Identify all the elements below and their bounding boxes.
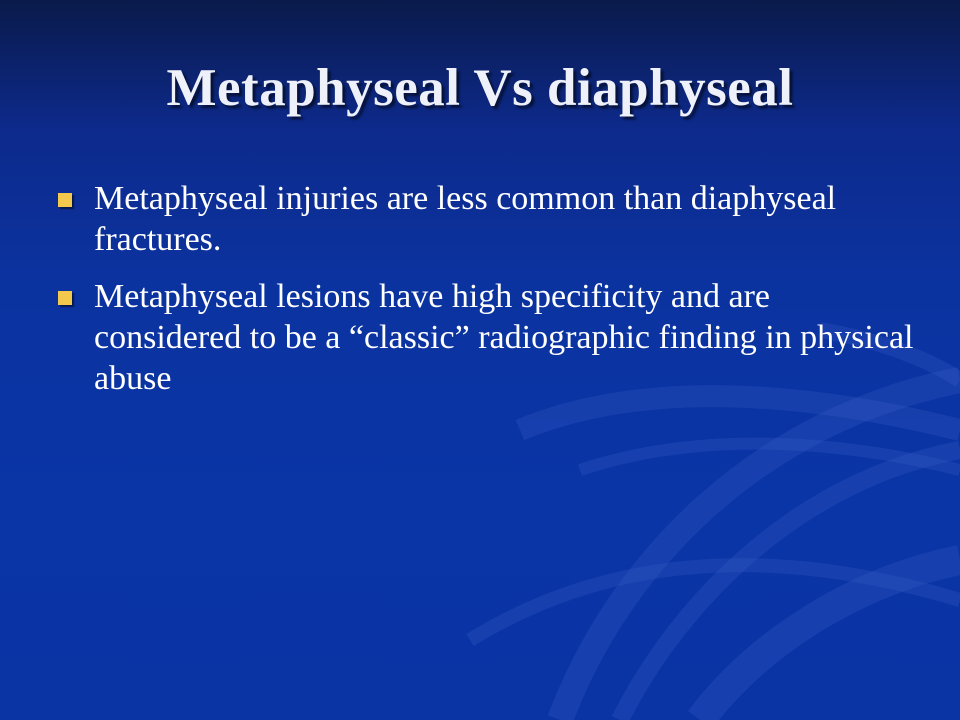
bullet-item xyxy=(58,276,918,399)
bullet-item xyxy=(58,178,918,260)
bullet-text: Metaphyseal lesions have high specificity and are considered to be a “classic” radiographic finding in physical abuse xyxy=(94,278,914,397)
square-bullet-icon xyxy=(58,291,72,305)
bullet-list xyxy=(58,178,918,415)
slide-title: Metaphyseal Vs diaphyseal xyxy=(166,59,794,117)
square-bullet-icon xyxy=(58,193,72,207)
bullet-text: Metaphyseal injuries are less common than diaphyseal fractures. xyxy=(94,180,837,258)
